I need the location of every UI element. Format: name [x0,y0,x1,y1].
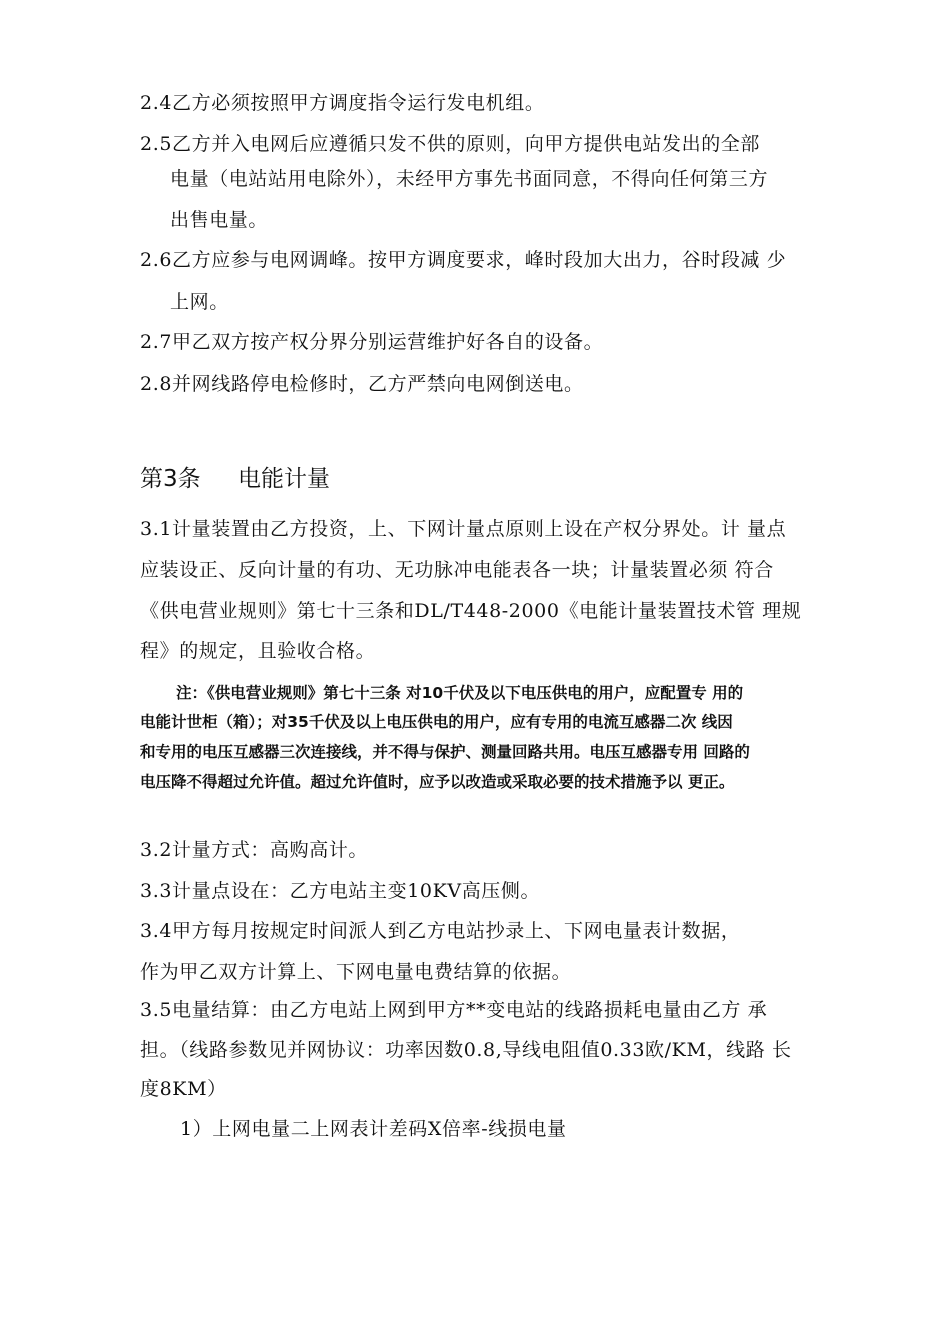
clause-3-1-cont-2: 《供电营业规则》第七十三条和DL/T448-2000《电能计量装置技术管 理规 [140,600,802,622]
note-line-4: 电压降不得超过允许值。超过允许值时，应予以改造或采取必要的技术措施予以 更正。 [140,773,735,791]
clause-2-7: 2.7甲乙双方按产权分界分别运营维护好各自的设备。 [140,331,604,353]
clause-2-5-cont: 电量（电站站用电除外），未经甲方事先书面同意，不得向任何第三方 [170,168,769,190]
clause-3-5: 3.5电量结算：由乙方电站上网到甲方**变电站的线路损耗电量由乙方 承 [140,999,768,1021]
clause-2-8: 2.8并网线路停电检修时，乙方严禁向电网倒送电。 [140,373,584,395]
formula-item-1: 1）上网电量二上网表计差码X倍率-线损电量 [180,1118,567,1140]
clause-3-2: 3.2计量方式：高购高计。 [140,839,369,861]
clause-2-6-cont: 上网。 [170,291,229,313]
clause-2-4: 2.4乙方必须按照甲方调度指令运行发电机组。 [140,92,545,114]
clause-3-4: 3.4甲方每月按规定时间派人到乙方电站抄录上、下网电量表计数据， [140,920,741,942]
clause-3-1-cont-1: 应装设正、反向计量的有功、无功脉冲电能表各一块；计量装置必须 符合 [140,559,774,581]
section-title: 电能计量 [238,466,330,492]
clause-3-4-cont: 作为甲乙双方计算上、下网电量电费结算的依据。 [140,961,572,983]
clause-3-5-cont: 担。（线路参数见并网协议：功率因数0.8,导线电阻值0.33欧/KM，线路 长 [140,1039,792,1061]
clause-2-6: 2.6乙方应参与电网调峰。按甲方调度要求，峰时段加大出力，谷时段减 少 [140,249,787,271]
clause-2-5-end: 出售电量。 [170,209,269,231]
note-line-2: 电能计世柜（箱）；对35千伏及以上电压供电的用户，应有专用的电流互感器二次 线因 [140,713,733,731]
clause-3-1: 3.1计量装置由乙方投资，上、下网计量点原则上设在产权分界处。计 量点 [140,518,787,540]
clause-3-5-end: 度8KM） [140,1078,227,1100]
clause-3-1-end: 程》的规定，且验收合格。 [140,640,376,662]
section-number: 第3条 [140,466,201,492]
note-line-3: 和专用的电压互感器三次连接线，并不得与保护、测量回路共用。电压互感器专用 回路的 [140,743,750,761]
clause-3-3: 3.3计量点设在：乙方电站主变10KV高压侧。 [140,880,541,902]
clause-2-5: 2.5乙方并入电网后应遵循只发不供的原则，向甲方提供电站发出的全部 [140,133,761,155]
note-line-1: 注：《供电营业规则》第七十三条 对10千伏及以下电压供电的用户，应配置专 用的 [176,684,744,702]
